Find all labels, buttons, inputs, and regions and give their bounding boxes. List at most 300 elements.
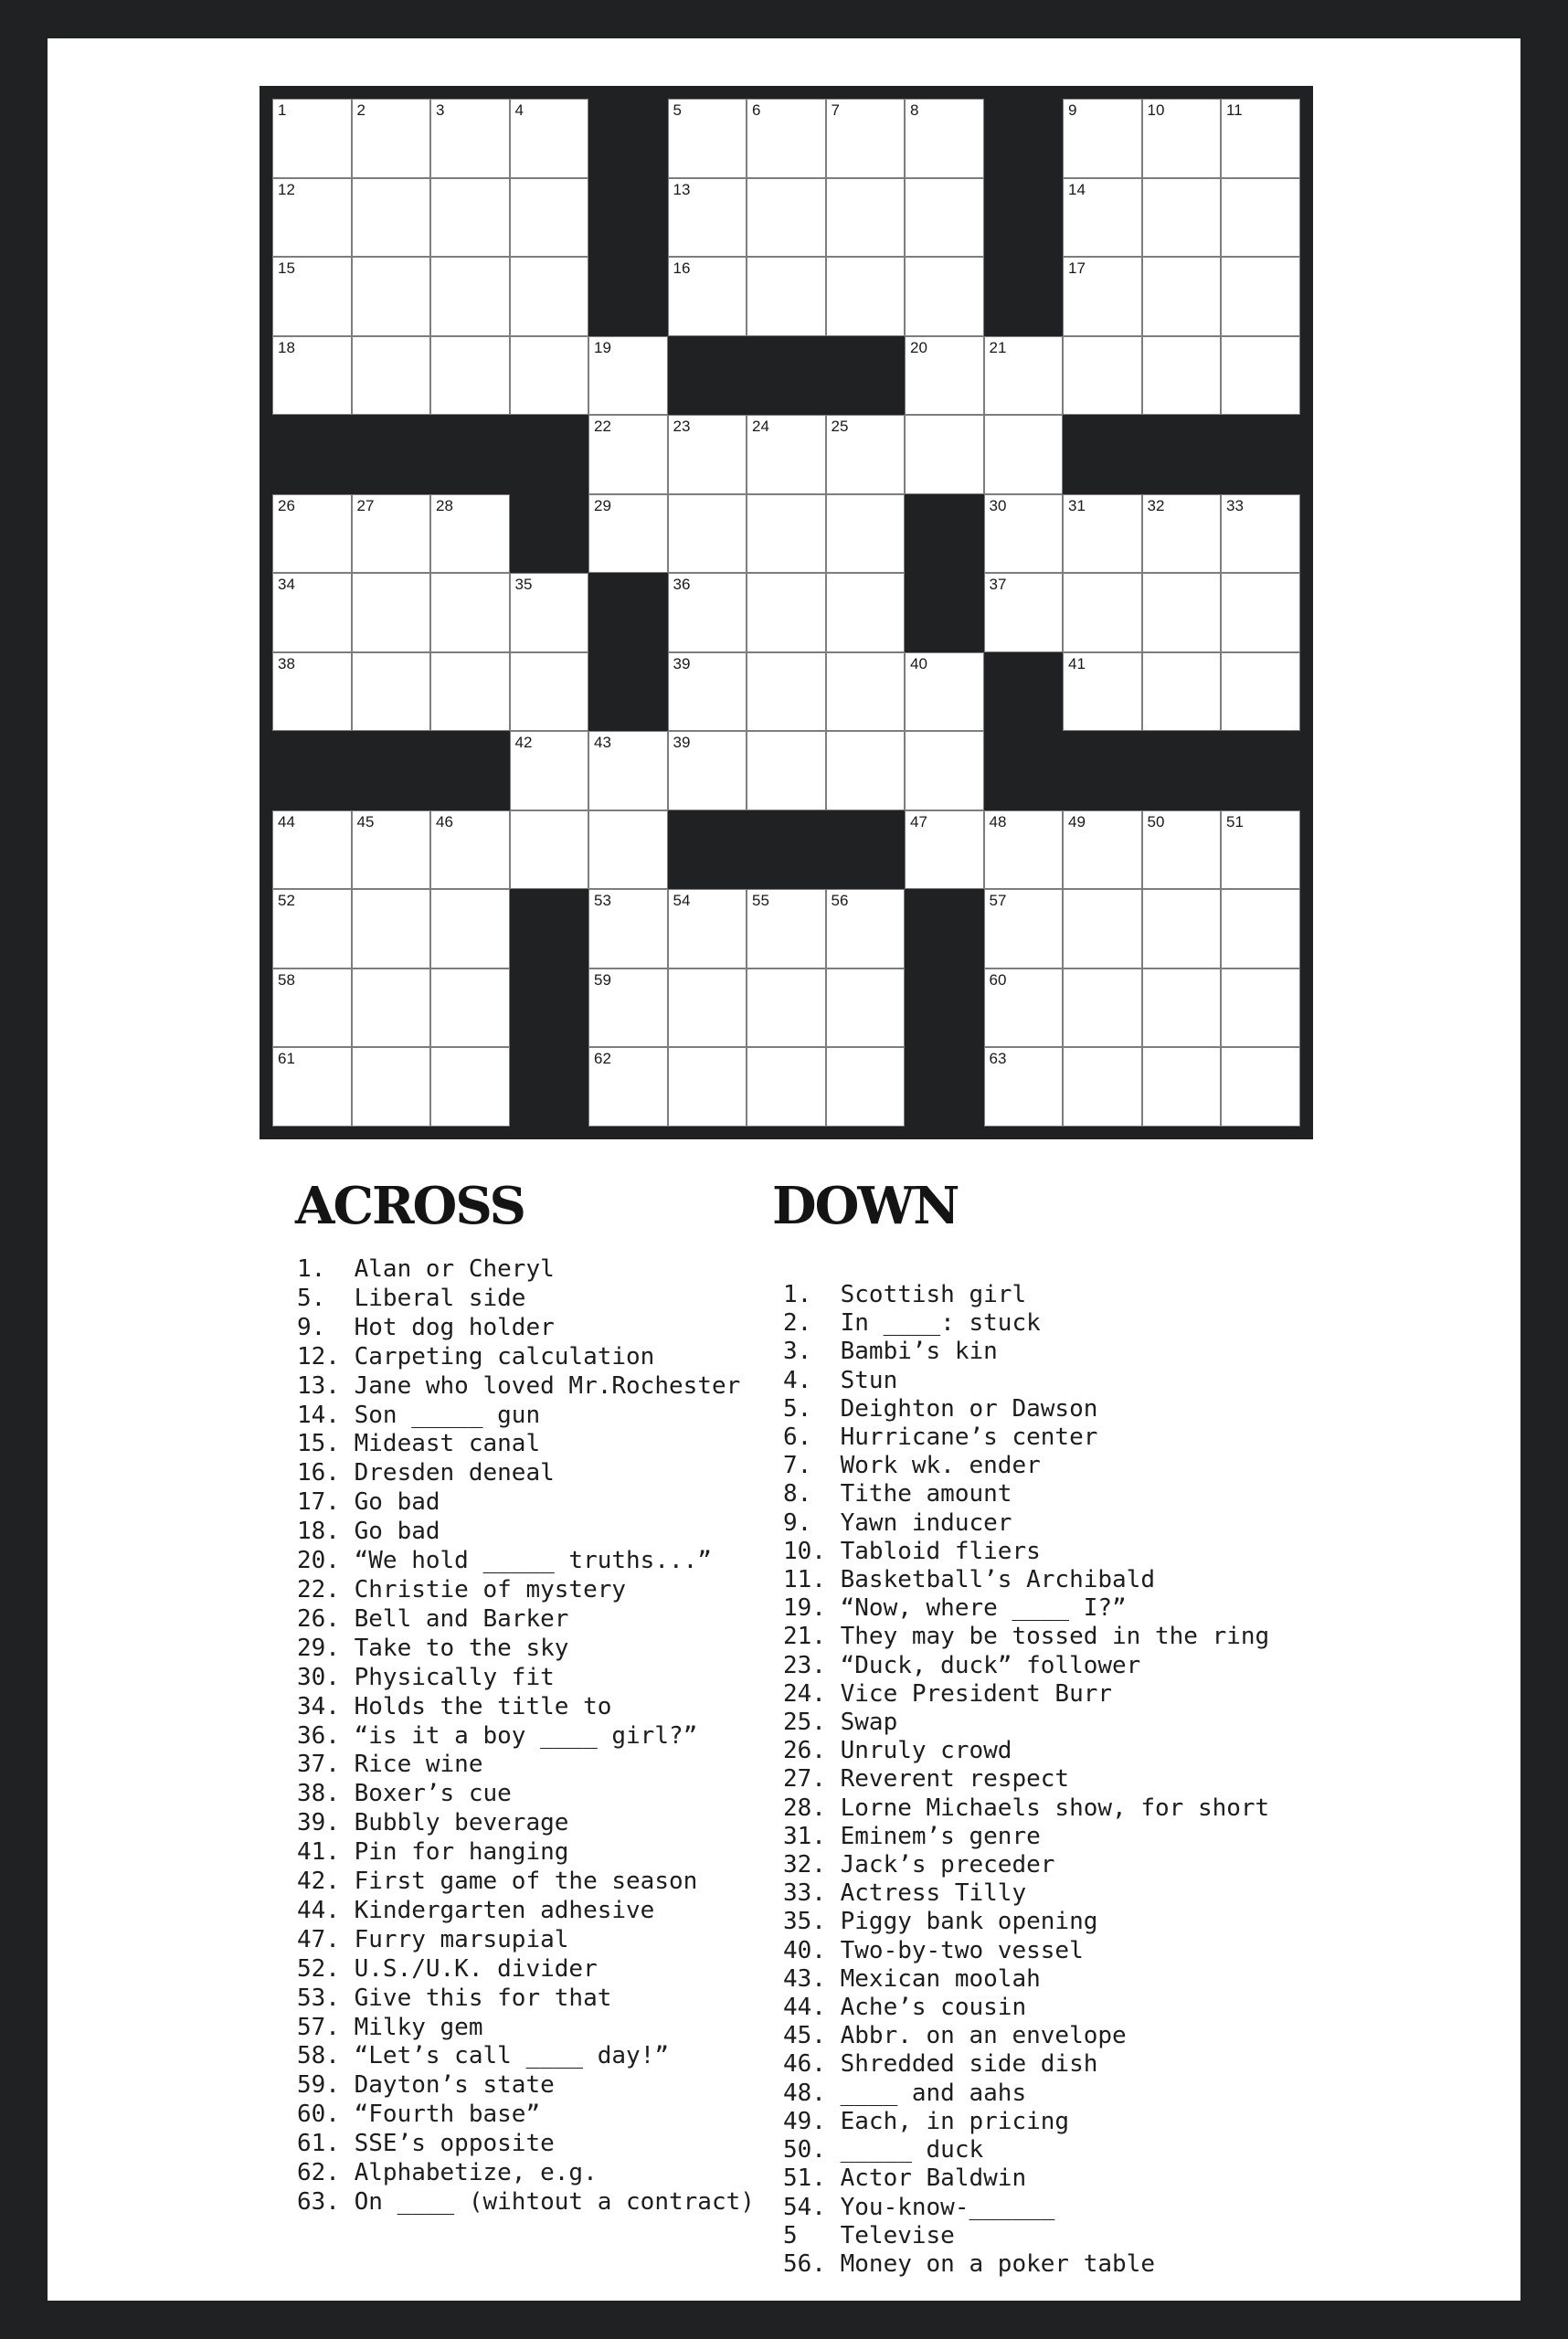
- grid-cell[interactable]: [272, 336, 352, 416]
- grid-cell-black: [905, 889, 984, 968]
- cell-number: 55: [752, 892, 769, 909]
- grid-cell-black: [826, 810, 906, 890]
- down-clue: 1. Scottish girl: [783, 1281, 1027, 1308]
- grid-cell[interactable]: [1221, 99, 1300, 178]
- grid-cell-black: [430, 415, 510, 494]
- cell-number: 47: [910, 812, 927, 831]
- grid-cell[interactable]: [588, 968, 668, 1048]
- cell-number: 39: [673, 654, 691, 672]
- down-clue: 23. “Duck, duck” follower: [783, 1651, 1141, 1679]
- grid-cell-black: [1142, 731, 1222, 810]
- grid-cell[interactable]: [1142, 178, 1222, 258]
- grid-cell[interactable]: [352, 810, 431, 890]
- across-clue-list: [297, 1255, 755, 2217]
- grid-cell[interactable]: [984, 494, 1064, 574]
- down-clue: 3. Bambi’s kin: [783, 1338, 998, 1366]
- across-clue: 53. Give this for that: [297, 1984, 612, 2012]
- grid-cell[interactable]: [747, 99, 826, 178]
- grid-cell[interactable]: [747, 652, 826, 732]
- grid-cell[interactable]: [668, 889, 747, 968]
- cell-number: 50: [1147, 812, 1165, 831]
- grid-cell[interactable]: [430, 336, 510, 416]
- across-clue: 1. Alan or Cheryl: [297, 1255, 555, 1283]
- grid-cell[interactable]: [826, 968, 906, 1048]
- grid-cell[interactable]: [826, 257, 906, 336]
- cell-number: 33: [1226, 496, 1244, 514]
- down-clue: 25. Swap: [783, 1709, 898, 1737]
- across-clue: 63. On ____ (wihtout a contract): [297, 2188, 755, 2216]
- across-clue: 37. Rice wine: [297, 1751, 483, 1779]
- grid-cell[interactable]: [1221, 889, 1300, 968]
- grid-cell-black: [272, 731, 352, 810]
- down-clue: 27. Reverent respect: [783, 1765, 1070, 1794]
- grid-cell[interactable]: [1063, 99, 1142, 178]
- grid-cell-black: [826, 336, 906, 416]
- down-clue: 49. Each, in pricing: [783, 2107, 1070, 2135]
- cell-number: 43: [594, 734, 611, 751]
- grid-cell[interactable]: [588, 731, 668, 810]
- cell-number: 51: [1226, 812, 1244, 831]
- across-clue: 60. “Fourth base”: [297, 2101, 541, 2129]
- across-clue: 17. Go bad: [297, 1488, 440, 1517]
- grid-cell-black: [430, 731, 510, 810]
- cell-number: 28: [436, 496, 453, 514]
- grid-cell[interactable]: [905, 99, 984, 178]
- grid-cell-black: [984, 652, 1064, 732]
- down-clue: 48. ____ and aahs: [783, 2079, 1027, 2107]
- cell-number: 37: [989, 576, 1007, 593]
- down-clue: 5. Deighton or Dawson: [783, 1394, 1098, 1423]
- cell-number: 10: [1147, 101, 1165, 119]
- grid-cell[interactable]: [588, 415, 668, 494]
- down-clue: 5 Televise: [783, 2221, 955, 2249]
- grid-cell-black: [588, 178, 668, 258]
- grid-cell[interactable]: [1142, 652, 1222, 732]
- grid-cell[interactable]: [430, 889, 510, 968]
- grid-cell-black: [588, 99, 668, 178]
- cell-number: 30: [989, 496, 1007, 514]
- cell-number: 2: [356, 101, 366, 119]
- grid-cell-black: [588, 573, 668, 652]
- cell-number: 9: [1068, 101, 1077, 119]
- cell-number: 25: [831, 418, 849, 435]
- grid-cell[interactable]: [905, 415, 984, 494]
- across-clue: 16. Dresden deneal: [297, 1459, 555, 1487]
- grid-cell[interactable]: [588, 1047, 668, 1127]
- grid-cell[interactable]: [668, 731, 747, 810]
- grid-cell-black: [510, 1047, 589, 1127]
- down-clue: 51. Actor Baldwin: [783, 2164, 1027, 2193]
- down-clue: 54. You-know-______: [783, 2193, 1055, 2221]
- grid-cell[interactable]: [826, 889, 906, 968]
- down-clue: 7. Work wk. ender: [783, 1452, 1041, 1480]
- grid-cell-black: [984, 178, 1064, 258]
- grid-cell[interactable]: [352, 99, 431, 178]
- grid-cell[interactable]: [1221, 573, 1300, 652]
- grid-cell[interactable]: [1063, 889, 1142, 968]
- grid-cell[interactable]: [588, 810, 668, 890]
- grid-cell[interactable]: [588, 889, 668, 968]
- grid-cell[interactable]: [430, 99, 510, 178]
- grid-cell-black: [905, 573, 984, 652]
- grid-cell[interactable]: [1142, 336, 1222, 416]
- grid-cell[interactable]: [747, 178, 826, 258]
- across-clue: 62. Alphabetize, e.g.: [297, 2159, 598, 2187]
- grid-cell[interactable]: [984, 889, 1064, 968]
- across-clue: 39. Bubbly beverage: [297, 1809, 569, 1837]
- cell-number: 59: [594, 970, 611, 989]
- across-clue: 30. Physically fit: [297, 1663, 555, 1691]
- cell-number: 19: [594, 338, 611, 356]
- grid-cell[interactable]: [984, 968, 1064, 1048]
- grid-cell[interactable]: [1063, 494, 1142, 574]
- across-clue: 29. Take to the sky: [297, 1634, 569, 1662]
- down-clue: 31. Eminem’s genre: [783, 1822, 1041, 1850]
- grid-cell[interactable]: [1142, 1047, 1222, 1127]
- grid-cell[interactable]: [747, 731, 826, 810]
- grid-cell-black: [272, 415, 352, 494]
- grid-cell[interactable]: [1063, 810, 1142, 890]
- grid-cell-black: [1063, 731, 1142, 810]
- grid-cell[interactable]: [1142, 889, 1222, 968]
- cell-number: 42: [514, 734, 533, 751]
- grid-cell[interactable]: [747, 415, 826, 494]
- across-clue: 15. Mideast canal: [297, 1430, 541, 1458]
- grid-cell[interactable]: [510, 652, 589, 732]
- grid-cell[interactable]: [668, 652, 747, 732]
- grid-cell-black: [747, 810, 826, 890]
- grid-cell[interactable]: [272, 652, 352, 732]
- down-clue: 46. Shredded side dish: [783, 2050, 1098, 2079]
- down-clue: 4. Stun: [783, 1366, 898, 1394]
- across-clue: 20. “We hold _____ truths...”: [297, 1547, 712, 1575]
- cell-number: 8: [910, 101, 919, 119]
- grid-cell[interactable]: [905, 257, 984, 336]
- cell-number: 60: [989, 970, 1007, 989]
- grid-cell[interactable]: [1063, 968, 1142, 1048]
- cell-number: 7: [831, 101, 840, 119]
- down-clue-list: [783, 1281, 1269, 2279]
- grid-cell-black: [510, 968, 589, 1048]
- grid-cell[interactable]: [352, 257, 431, 336]
- grid-cell-black: [510, 889, 589, 968]
- grid-cell[interactable]: [510, 99, 589, 178]
- across-clue: 44. Kindergarten adhesive: [297, 1896, 655, 1924]
- grid-cell[interactable]: [826, 573, 906, 652]
- across-clue: 58. “Let’s call ____ day!”: [297, 2042, 669, 2070]
- cell-number: 27: [356, 496, 375, 514]
- grid-cell[interactable]: [668, 99, 747, 178]
- grid-cell[interactable]: [905, 336, 984, 416]
- grid-cell-black: [1063, 415, 1142, 494]
- grid-cell[interactable]: [272, 99, 352, 178]
- down-clue: 6. Hurricane’s center: [783, 1424, 1098, 1452]
- grid-cell[interactable]: [430, 1047, 510, 1127]
- grid-cell[interactable]: [826, 731, 906, 810]
- grid-cell[interactable]: [668, 1047, 747, 1127]
- cell-number: 21: [989, 338, 1007, 356]
- down-clue: 43. Mexican moolah: [783, 1964, 1041, 1993]
- cell-number: 46: [436, 812, 453, 831]
- grid-cell-black: [905, 494, 984, 574]
- cell-number: 15: [278, 259, 295, 277]
- grid-cell[interactable]: [826, 494, 906, 574]
- down-clue: 21. They may be tossed in the ring: [783, 1623, 1270, 1651]
- cell-number: 40: [910, 654, 927, 672]
- cell-number: 54: [673, 892, 691, 909]
- grid-cell[interactable]: [1142, 99, 1222, 178]
- grid-cell[interactable]: [510, 573, 589, 652]
- across-clue: 13. Jane who loved Mr.Rochester: [297, 1371, 741, 1400]
- crossword-grid-block: [260, 86, 1313, 1139]
- grid-cell[interactable]: [826, 178, 906, 258]
- grid-cell[interactable]: [588, 336, 668, 416]
- across-clue: 22. Christie of mystery: [297, 1575, 627, 1603]
- cell-number: 58: [278, 970, 295, 989]
- cell-number: 4: [514, 101, 524, 119]
- grid-cell-black: [510, 415, 589, 494]
- grid-cell[interactable]: [272, 810, 352, 890]
- grid-cell[interactable]: [430, 652, 510, 732]
- grid-cell[interactable]: [747, 573, 826, 652]
- down-clue: 9. Yawn inducer: [783, 1508, 1012, 1537]
- cell-number: 22: [594, 418, 611, 435]
- grid-cell[interactable]: [272, 494, 352, 574]
- cell-number: 61: [278, 1050, 295, 1067]
- cell-number: 57: [989, 892, 1007, 909]
- cell-number: 6: [752, 101, 761, 119]
- down-clue: 8. Tithe amount: [783, 1480, 1012, 1508]
- cell-number: 62: [594, 1050, 611, 1067]
- grid-cell[interactable]: [430, 257, 510, 336]
- cell-number: 3: [436, 101, 445, 119]
- grid-cell[interactable]: [1063, 178, 1142, 258]
- down-clue: 10. Tabloid fliers: [783, 1537, 1041, 1565]
- grid-cell[interactable]: [352, 494, 431, 574]
- cell-number: 52: [278, 892, 295, 909]
- cell-number: 26: [278, 496, 295, 514]
- grid-cell[interactable]: [510, 257, 589, 336]
- cell-number: 24: [752, 418, 769, 435]
- grid-cell[interactable]: [747, 257, 826, 336]
- grid-cell[interactable]: [510, 731, 589, 810]
- grid-cell[interactable]: [905, 178, 984, 258]
- across-clue: 9. Hot dog holder: [297, 1313, 555, 1341]
- grid-cell[interactable]: [984, 573, 1064, 652]
- grid-cell[interactable]: [430, 178, 510, 258]
- cell-number: 63: [989, 1050, 1007, 1067]
- grid-cell-black: [984, 99, 1064, 178]
- grid-cell[interactable]: [430, 968, 510, 1048]
- grid-cell[interactable]: [1221, 652, 1300, 732]
- grid-cell[interactable]: [1142, 810, 1222, 890]
- grid-cell[interactable]: [272, 889, 352, 968]
- cell-number: 32: [1147, 496, 1165, 514]
- across-clue: 52. U.S./U.K. divider: [297, 1954, 598, 1983]
- grid-cell-black: [668, 336, 747, 416]
- cell-number: 41: [1068, 654, 1086, 672]
- grid-cell[interactable]: [1063, 1047, 1142, 1127]
- grid-cell[interactable]: [272, 573, 352, 652]
- cell-number: 20: [910, 338, 927, 356]
- grid-cell-black: [1142, 415, 1222, 494]
- grid-cell[interactable]: [668, 494, 747, 574]
- cell-number: 17: [1068, 259, 1086, 277]
- grid-cell[interactable]: [1221, 968, 1300, 1048]
- grid-cell[interactable]: [668, 415, 747, 494]
- grid-cell[interactable]: [352, 652, 431, 732]
- cell-number: 14: [1068, 180, 1086, 198]
- grid-cell[interactable]: [272, 257, 352, 336]
- across-clue: 42. First game of the season: [297, 1868, 698, 1896]
- grid-cell[interactable]: [905, 810, 984, 890]
- grid-cell[interactable]: [668, 178, 747, 258]
- grid-cell[interactable]: [1063, 573, 1142, 652]
- cell-number: 39: [673, 734, 691, 751]
- grid-cell[interactable]: [826, 652, 906, 732]
- cell-number: 49: [1068, 812, 1086, 831]
- grid-cell[interactable]: [588, 494, 668, 574]
- down-clue: 26. Unruly crowd: [783, 1737, 1012, 1765]
- grid-cell[interactable]: [1063, 257, 1142, 336]
- grid-cell[interactable]: [272, 968, 352, 1048]
- cell-number: 18: [278, 338, 295, 356]
- across-clue: 18. Go bad: [297, 1518, 440, 1546]
- grid-cell-black: [905, 1047, 984, 1127]
- grid-cell[interactable]: [430, 810, 510, 890]
- across-clue: 41. Pin for hanging: [297, 1838, 569, 1867]
- across-title: ACROSS: [295, 1176, 524, 1236]
- grid-cell-black: [1221, 731, 1300, 810]
- down-clue: 2. In ____: stuck: [783, 1309, 1041, 1338]
- cell-number: 44: [278, 812, 295, 831]
- grid-cell[interactable]: [984, 336, 1064, 416]
- grid-cell[interactable]: [352, 336, 431, 416]
- grid-cell[interactable]: [747, 1047, 826, 1127]
- down-clue: 11. Basketball’s Archibald: [783, 1566, 1155, 1594]
- down-clue: 35. Piggy bank opening: [783, 1908, 1098, 1936]
- across-clue: 5. Liberal side: [297, 1284, 526, 1312]
- grid-cell[interactable]: [510, 336, 589, 416]
- cell-number: 1: [278, 101, 287, 119]
- cell-number: 23: [673, 418, 691, 435]
- cell-number: 13: [673, 180, 691, 198]
- grid-cell[interactable]: [352, 968, 431, 1048]
- across-clue: 14. Son _____ gun: [297, 1401, 541, 1429]
- grid-cell[interactable]: [826, 99, 906, 178]
- grid-cell[interactable]: [272, 178, 352, 258]
- grid-cell[interactable]: [1221, 494, 1300, 574]
- cell-number: 45: [356, 812, 375, 831]
- grid-cell[interactable]: [1063, 336, 1142, 416]
- across-clue: 26. Bell and Barker: [297, 1604, 569, 1633]
- grid-cell[interactable]: [1221, 257, 1300, 336]
- grid-cell[interactable]: [826, 1047, 906, 1127]
- down-clue: 28. Lorne Michaels show, for short: [783, 1794, 1270, 1822]
- cell-number: 16: [673, 259, 691, 277]
- grid-cell-black: [668, 810, 747, 890]
- down-clue: 24. Vice President Burr: [783, 1679, 1113, 1708]
- grid-cell[interactable]: [984, 415, 1064, 494]
- grid-cell[interactable]: [1221, 336, 1300, 416]
- across-clue: 47. Furry marsupial: [297, 1925, 569, 1953]
- grid-cell[interactable]: [430, 573, 510, 652]
- down-clue: 19. “Now, where ____ I?”: [783, 1594, 1127, 1623]
- grid-cell[interactable]: [430, 494, 510, 574]
- cell-number: 35: [514, 576, 533, 593]
- grid-cell[interactable]: [352, 573, 431, 652]
- cell-number: 38: [278, 654, 295, 672]
- down-title: DOWN: [772, 1176, 959, 1236]
- grid-cell-black: [352, 415, 431, 494]
- grid-cell[interactable]: [1063, 652, 1142, 732]
- grid-cell[interactable]: [510, 178, 589, 258]
- cell-number: 53: [594, 892, 611, 909]
- down-clue: 50. _____ duck: [783, 2136, 984, 2164]
- grid-cell[interactable]: [352, 889, 431, 968]
- across-clue: 57. Milky gem: [297, 2013, 483, 2041]
- grid-cell[interactable]: [747, 889, 826, 968]
- grid-cell[interactable]: [668, 573, 747, 652]
- grid-cell[interactable]: [1142, 968, 1222, 1048]
- down-clue: 44. Ache’s cousin: [783, 1994, 1027, 2022]
- grid-cell[interactable]: [668, 257, 747, 336]
- across-clue: 59. Dayton’s state: [297, 2071, 555, 2100]
- down-clue: 32. Jack’s preceder: [783, 1851, 1055, 1879]
- grid-cell[interactable]: [1142, 257, 1222, 336]
- grid-cell-black: [1221, 415, 1300, 494]
- crossword-grid: [272, 99, 1300, 1127]
- grid-cell-black: [510, 494, 589, 574]
- grid-cell[interactable]: [1221, 810, 1300, 890]
- cell-number: 12: [278, 180, 295, 198]
- grid-cell[interactable]: [1142, 573, 1222, 652]
- down-clue: 45. Abbr. on an envelope: [783, 2022, 1127, 2050]
- grid-cell[interactable]: [510, 810, 589, 890]
- cell-number: 29: [594, 496, 611, 514]
- grid-cell[interactable]: [352, 1047, 431, 1127]
- grid-cell[interactable]: [1221, 1047, 1300, 1127]
- cell-number: 36: [673, 576, 691, 593]
- grid-cell[interactable]: [1142, 494, 1222, 574]
- grid-cell[interactable]: [1221, 178, 1300, 258]
- grid-cell[interactable]: [826, 415, 906, 494]
- down-clue: 40. Two-by-two vessel: [783, 1936, 1084, 1964]
- cell-number: 31: [1068, 496, 1086, 514]
- grid-cell-black: [905, 968, 984, 1048]
- across-clue: 34. Holds the title to: [297, 1692, 612, 1720]
- grid-cell-black: [984, 257, 1064, 336]
- grid-cell[interactable]: [668, 968, 747, 1048]
- cell-number: 34: [278, 576, 295, 593]
- across-clue: 61. SSE’s opposite: [297, 2130, 555, 2158]
- down-clue: 33. Actress Tilly: [783, 1879, 1027, 1908]
- grid-cell[interactable]: [747, 494, 826, 574]
- grid-cell-black: [588, 652, 668, 732]
- grid-cell-black: [747, 336, 826, 416]
- grid-cell[interactable]: [352, 178, 431, 258]
- grid-cell[interactable]: [747, 968, 826, 1048]
- grid-cell-black: [984, 731, 1064, 810]
- cell-number: 5: [673, 101, 682, 119]
- grid-cell[interactable]: [984, 1047, 1064, 1127]
- cell-number: 56: [831, 892, 849, 909]
- grid-cell[interactable]: [905, 731, 984, 810]
- grid-cell[interactable]: [272, 1047, 352, 1127]
- grid-cell[interactable]: [984, 810, 1064, 890]
- grid-cell[interactable]: [905, 652, 984, 732]
- across-clue: 36. “is it a boy ____ girl?”: [297, 1721, 698, 1750]
